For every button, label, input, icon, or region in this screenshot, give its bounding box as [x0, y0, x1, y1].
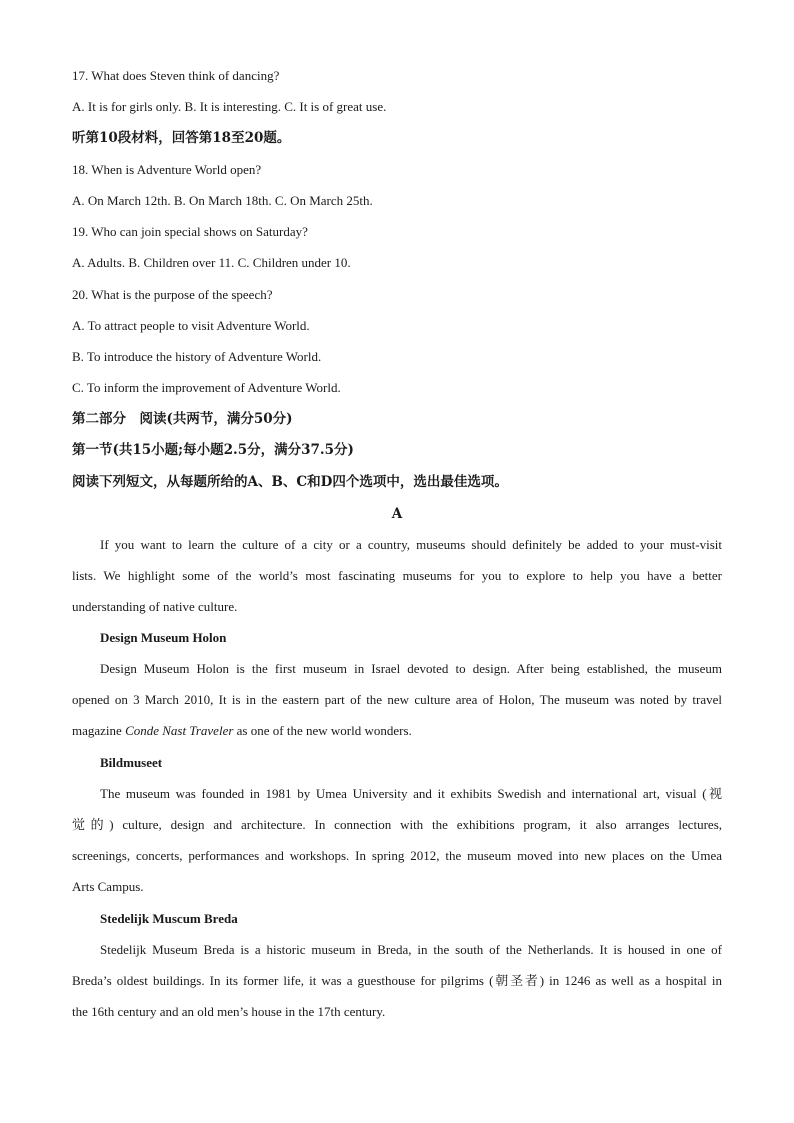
museum-1-line-3 — [72, 723, 412, 739]
question-17: 17. What does Steven think of dancing? — [72, 68, 280, 83]
question-20-option-b: B. To introduce the history of Adventure World. — [72, 349, 322, 364]
museum-3-line-1: Stedelijk Museum Breda is a historic museum in Breda, in the south of the Netherlands. It is housed in one of — [100, 942, 722, 957]
intro-line-1: If you want to learn the culture of a city or a country, museums should definitely be added to your must-visit — [100, 537, 722, 552]
museum-1-heading: Design Museum Holon — [100, 630, 227, 645]
museum-2-heading: Bildmuseet — [100, 755, 163, 770]
magazine-title: Conde Nast Traveler — [125, 723, 234, 738]
museum-2-line-3: screenings, concerts, performances and workshops. In spring 2012, the museum moved into new places on the Umea — [72, 848, 722, 863]
museum-1-line-1: Design Museum Holon is the first museum in Israel devoted to design. After being established, the museum — [100, 661, 722, 676]
museum-3-line-2: Breda’s oldest buildings. In its former life, it was a guesthouse for pilgrims (朝圣者) in 1246 as well as a hospital in — [72, 973, 722, 988]
museum-3-line-3: the 16th century and an old men’s house in the 17th century. — [72, 1004, 386, 1019]
part-two-heading: 第二部分 阅读(共两节，满分50分) — [72, 411, 293, 427]
question-18-options: A. On March 12th. B. On March 18th. C. On March 25th. — [72, 193, 373, 208]
question-20-option-c: C. To inform the improvement of Adventure World. — [72, 380, 341, 395]
intro-line-2: lists. We highlight some of the world’s most fascinating museums for you to explore to help you have a better — [72, 568, 722, 583]
museum-2-line-4: Arts Campus. — [72, 879, 144, 894]
museum-3-heading: Stedelijk Muscum Breda — [100, 911, 238, 926]
reading-instruction: 阅读下列短文，从每题所给的A、B、C和D四个选项中，选出最佳选项。 — [72, 474, 508, 490]
question-19-options: A. Adults. B. Children over 11. C. Children under 10. — [72, 255, 351, 270]
museum-1-line-2: opened on 3 March 2010, It is in the eastern part of the new culture area of Holon, The museum was noted by travel — [72, 692, 722, 707]
passage-label: A — [391, 506, 403, 522]
question-20-option-a: A. To attract people to visit Adventure World. — [72, 318, 310, 333]
question-20: 20. What is the purpose of the speech? — [72, 287, 273, 302]
section-one-heading: 第一节(共15小题;每小题2.5分，满分37.5分) — [72, 442, 354, 458]
intro-line-3: understanding of native culture. — [72, 599, 238, 614]
question-19: 19. Who can join special shows on Saturday? — [72, 224, 308, 239]
listening-section-heading: 听第10段材料，回答第18至20题。 — [72, 130, 291, 146]
question-18: 18. When is Adventure World open? — [72, 162, 262, 177]
museum-1-line-3-post: as one of the new world wonders. — [233, 723, 412, 738]
museum-1-line-3-pre: magazine — [72, 723, 126, 738]
question-17-options: A. It is for girls only. B. It is interesting. C. It is of great use. — [72, 99, 387, 114]
museum-2-line-2: 觉的) culture, design and architecture. In connection with the exhibitions program, it also arranges lectures, — [72, 817, 722, 832]
museum-2-line-1: The museum was founded in 1981 by Umea University and it exhibits Swedish and international art, visual (视 — [100, 786, 722, 801]
